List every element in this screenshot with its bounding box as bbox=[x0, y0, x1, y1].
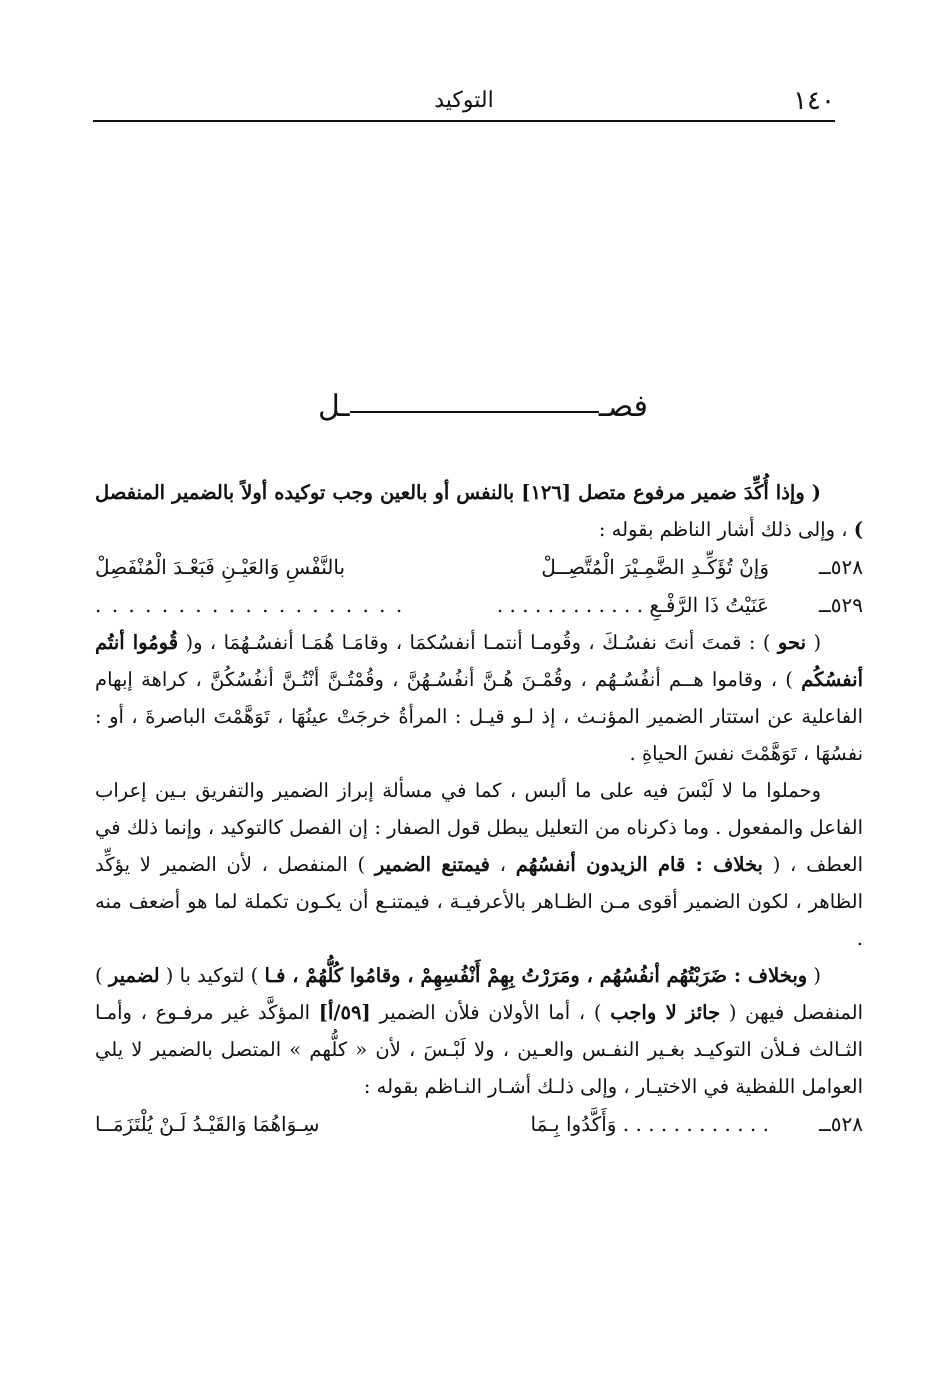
paragraph-3 bbox=[95, 772, 863, 957]
section-heading-start: فصـ bbox=[598, 389, 648, 424]
verse-number: ٥٢٨ــ bbox=[819, 1112, 863, 1136]
verse-528-a bbox=[95, 548, 863, 586]
verse-first-hemistich: وَإنْ تُؤَكِّـدِ الضَّمِـيْرَ الْمُتَّصِــلْ bbox=[541, 555, 769, 579]
matn-text: نحو bbox=[777, 631, 807, 654]
commentary-text: ) المنفصل ، لأن الضمير لا يؤكِّد الظاهر ، لكون الضمير أقوى مـن الظـاهر بالأعرفيـة ، فيمتنـع أن يكـون تكملة لما هو أضعف منه . bbox=[95, 853, 863, 950]
commentary-text: ) ، أما الأولان فلأن الضمير bbox=[379, 1001, 602, 1024]
paragraph-2 bbox=[95, 624, 863, 772]
verse-second-hemistich: بالنَّفْسِ وَالعَيْـنِ فَبَعْـدَ الْمُنْفَصِلْ bbox=[95, 555, 346, 579]
verse-529 bbox=[95, 586, 863, 624]
verse-number: ٥٢٨ــ bbox=[819, 555, 863, 579]
matn-text: فيمتنع الضمير bbox=[374, 853, 490, 876]
commentary-text: ) : قمتَ أنتَ نفسُـكَ ، وقُومـا أنتمـا أنفسُكمَا ، وقامَـا هُمَـا أنفسُـهُمَا ، و( bbox=[185, 631, 771, 654]
matn-text: ( وإذا أُكِّدَ ضمير مرفوع متصل [١٢٦] بالنفس أو بالعين وجب توكيده أولاً بالضمير المنفصل ) bbox=[95, 481, 863, 541]
running-title: التوكيد bbox=[434, 88, 494, 113]
matn-text: جائز لا واجب bbox=[610, 1001, 721, 1024]
page-header bbox=[93, 78, 835, 122]
commentary-text: وحملوا ما لا لَبْسَ فيه على ما ألبس ، كما في مسألة إبراز الضمير والتفريق بـين إعراب الفاعل والمفعول . وما ذكرناه من التعليل يبطل قول الصفار : إن الفصل كالتوكيد ، وإنما ذلك في العطف ، ( bbox=[95, 779, 864, 876]
verse-528-b bbox=[95, 1105, 863, 1143]
verse-number: ٥٢٩ــ bbox=[819, 593, 863, 617]
matn-text: بخلاف : قام الزيدون أنفسُهُم bbox=[515, 853, 763, 876]
commentary-text: ( bbox=[813, 631, 822, 654]
section-heading-kashida bbox=[350, 411, 599, 413]
paragraph-1 bbox=[95, 474, 863, 548]
verse-first-hemistich: عَنَيْتُ ذَا الرَّفْـعِ . . . . . . . . . . . . bbox=[496, 593, 769, 617]
page-body bbox=[95, 474, 863, 1143]
section-heading-end: ـل bbox=[318, 389, 350, 424]
commentary-text: ، وإلى ذلك أشار الناظم بقوله : bbox=[598, 518, 848, 541]
page-number: ١٤٠ bbox=[793, 86, 835, 116]
commentary-text: ) المنفصل فيهن ( bbox=[95, 964, 863, 1024]
verse-second-hemistich: سِـوَاهُمَا وَالقَيْـدُ لَـنْ يُلْتَزَمَــا bbox=[95, 1112, 320, 1136]
section-heading bbox=[318, 372, 648, 422]
paragraph-4 bbox=[95, 957, 863, 1105]
matn-text: قُومُوا أنتُم أنفسُكُم bbox=[95, 631, 863, 691]
manuscript-folio-marker: [٥٩/أ] bbox=[318, 1001, 371, 1024]
commentary-text: ، bbox=[499, 853, 506, 876]
verse-first-hemistich: . . . . . . . . . . . . وَأَكَّدُوا بِـمَا bbox=[530, 1112, 769, 1136]
verse-second-hemistich: . . . . . . . . . . . . . . . . . . . bbox=[95, 593, 405, 617]
commentary-text: المؤكَّد غير مرفـوع ، وأمـا الثـالث فـلأن التوكيـد بغـير النفـس والعـين ، ولا لَبْـسَ ، لأن « كلُّهم » المتصل بالضمير لا يلي العوامل اللفظية في الاختيـار ، وإلى ذلـك أشـار النـاظم بقوله : bbox=[95, 1001, 863, 1098]
matn-text: وبخلاف : ضَرَبْتُهُم أنفُسُهُم ، ومَرَرْتُ بِهِمْ أَنْفُسِهِمْ ، وقامُوا كُلُّهُمْ ، فـا bbox=[264, 964, 808, 987]
commentary-text: ) لتوكيد با ( bbox=[165, 964, 259, 987]
matn-text: لضمير bbox=[108, 964, 160, 987]
commentary-text: ) ، وقاموا هــم أنفُسُـهُم ، وقُمْـنَ هُـنَّ أنفُسُـهُنَّ ، وقُمْتُـنَّ أنْتُـنَّ أنفُسُكُنَّ ، كراهة إبهام الفاعلية عن استتار الضمير المؤنـث ، إذ لـو قيـل : المرأةُ خرجَتْ عينُهَا ، تَوَهَّمْتَ الباصرةَ ، أو : نفسُهَا ، تَوَهَّمْتَ نفسَ الحياةِ . bbox=[95, 668, 863, 765]
commentary-text: ( bbox=[813, 964, 821, 987]
